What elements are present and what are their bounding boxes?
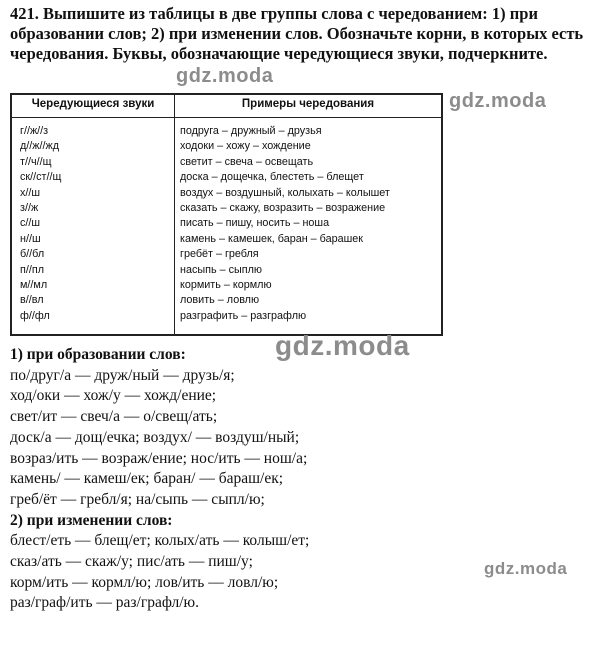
- answer-lines-inflection: [10, 531, 309, 614]
- table-row: [12, 186, 441, 201]
- table-cell-examples: сказать – скажу, возразить – возражение: [180, 201, 386, 214]
- table-cell-examples: насыпь – сыплю: [180, 263, 263, 276]
- answer-line: по/друг/а — друж/ный — друзь/я;: [10, 366, 235, 384]
- table-row: [12, 216, 441, 231]
- table-row: [12, 201, 441, 216]
- table-cell-sounds: н//ш: [20, 232, 41, 245]
- table-row: [12, 139, 441, 154]
- watermark: gdz.moda: [176, 65, 274, 87]
- table-cell-examples: ловить – ловлю: [180, 294, 260, 307]
- answer-heading-formation: 1) при образовании слов:: [10, 346, 186, 363]
- table-cell-sounds: г//ж//з: [20, 125, 49, 137]
- watermark: gdz.moda: [449, 90, 547, 112]
- answer-line: сказ/ать — скаж/у; пис/ать — пиш/у;: [10, 553, 253, 571]
- answer-line: свет/ит — свеч/а — о/свещ/ать;: [10, 408, 218, 426]
- table-cell-examples: камень – камешек, баран – барашек: [180, 232, 364, 245]
- table-cell-sounds: в//вл: [20, 294, 44, 307]
- table-cell-sounds: с//ш: [20, 217, 41, 230]
- answer-line: блест/еть — блещ/ет; колых/ать — колыш/ет;: [10, 532, 310, 550]
- answer-line: возраз/ить — возраж/ение; нос/ить — нош/а;: [10, 449, 308, 467]
- watermark: gdz.moda: [484, 559, 568, 578]
- table-cell-examples: ходоки – хожу – хождение: [180, 140, 311, 153]
- table-cell-examples: гребёт – гребля: [180, 248, 259, 261]
- answer-line: раз/граф/ить — раз/графл/ю.: [10, 594, 199, 612]
- table-row: [12, 278, 441, 293]
- table-header-divider: [12, 117, 441, 118]
- answer-block: [10, 345, 309, 614]
- table-row: [12, 232, 441, 247]
- table-cell-examples: кормить – кормлю: [180, 278, 272, 291]
- table-cell-sounds: д//ж//жд: [20, 140, 60, 153]
- exercise-task: 421. Выпишите из таблицы в две группы слова с чередованием: 1) при образовании слов; 2) при изменении слов. Обозначьте корни, в которых есть чередования. Буквы, обозначающие чередующиеся звуки, подчеркните.: [10, 4, 584, 63]
- table-row: [12, 263, 441, 278]
- table-row: [12, 124, 441, 139]
- table-header-sounds: Чередующиеся звуки: [31, 98, 155, 110]
- table-row: [12, 170, 441, 185]
- answer-lines-formation: [10, 366, 309, 511]
- table-cell-sounds: п//пл: [20, 263, 44, 276]
- table-cell-examples: доска – дощечка, блестеть – блещет: [180, 171, 364, 184]
- table-cell-examples: писать – пишу, носить – ноша: [180, 217, 330, 230]
- table-cell-sounds: ск//ст//щ: [20, 171, 62, 184]
- table-cell-sounds: х//ш: [20, 186, 41, 199]
- table-cell-sounds: б//бл: [20, 248, 45, 261]
- answer-line: корм/ить — кормл/ю; лов/ить — ловл/ю;: [10, 573, 279, 591]
- answer-line: камень/ — камеш/ек; баран/ — бараш/ек;: [10, 470, 284, 488]
- table-cell-sounds: т//ч//щ: [20, 155, 52, 168]
- answer-line: доск/а — дощ/ечка; воздух/ — воздуш/ный;: [10, 428, 300, 446]
- table-row: [12, 293, 441, 308]
- answer-heading-inflection: 2) при изменении слов:: [10, 511, 173, 529]
- alternation-table: [10, 93, 443, 336]
- table-row: [12, 155, 441, 170]
- table-cell-sounds: ф//фл: [20, 309, 50, 322]
- table-cell-sounds: з//ж: [20, 201, 39, 214]
- table-cell-examples: светит – свеча – освещать: [180, 155, 314, 168]
- table-cell-examples: воздух – воздушный, колыхать – колышет: [180, 186, 390, 199]
- table-cell-examples: разграфить – разграфлю: [180, 309, 307, 322]
- table-cell-sounds: м//мл: [20, 278, 48, 291]
- table-cell-examples: подруга – дружный – друзья: [180, 125, 322, 137]
- answer-line: греб/ёт — гребл/я; на/сыпь — сыпл/ю;: [10, 490, 265, 508]
- table-header-examples: Примеры чередования: [241, 98, 375, 110]
- table-row: [12, 309, 441, 324]
- watermark: gdz.moda: [275, 330, 410, 361]
- answer-line: ход/оки — хож/у — хожд/ение;: [10, 387, 217, 405]
- table-row: [12, 247, 441, 262]
- table-rows: [12, 124, 441, 324]
